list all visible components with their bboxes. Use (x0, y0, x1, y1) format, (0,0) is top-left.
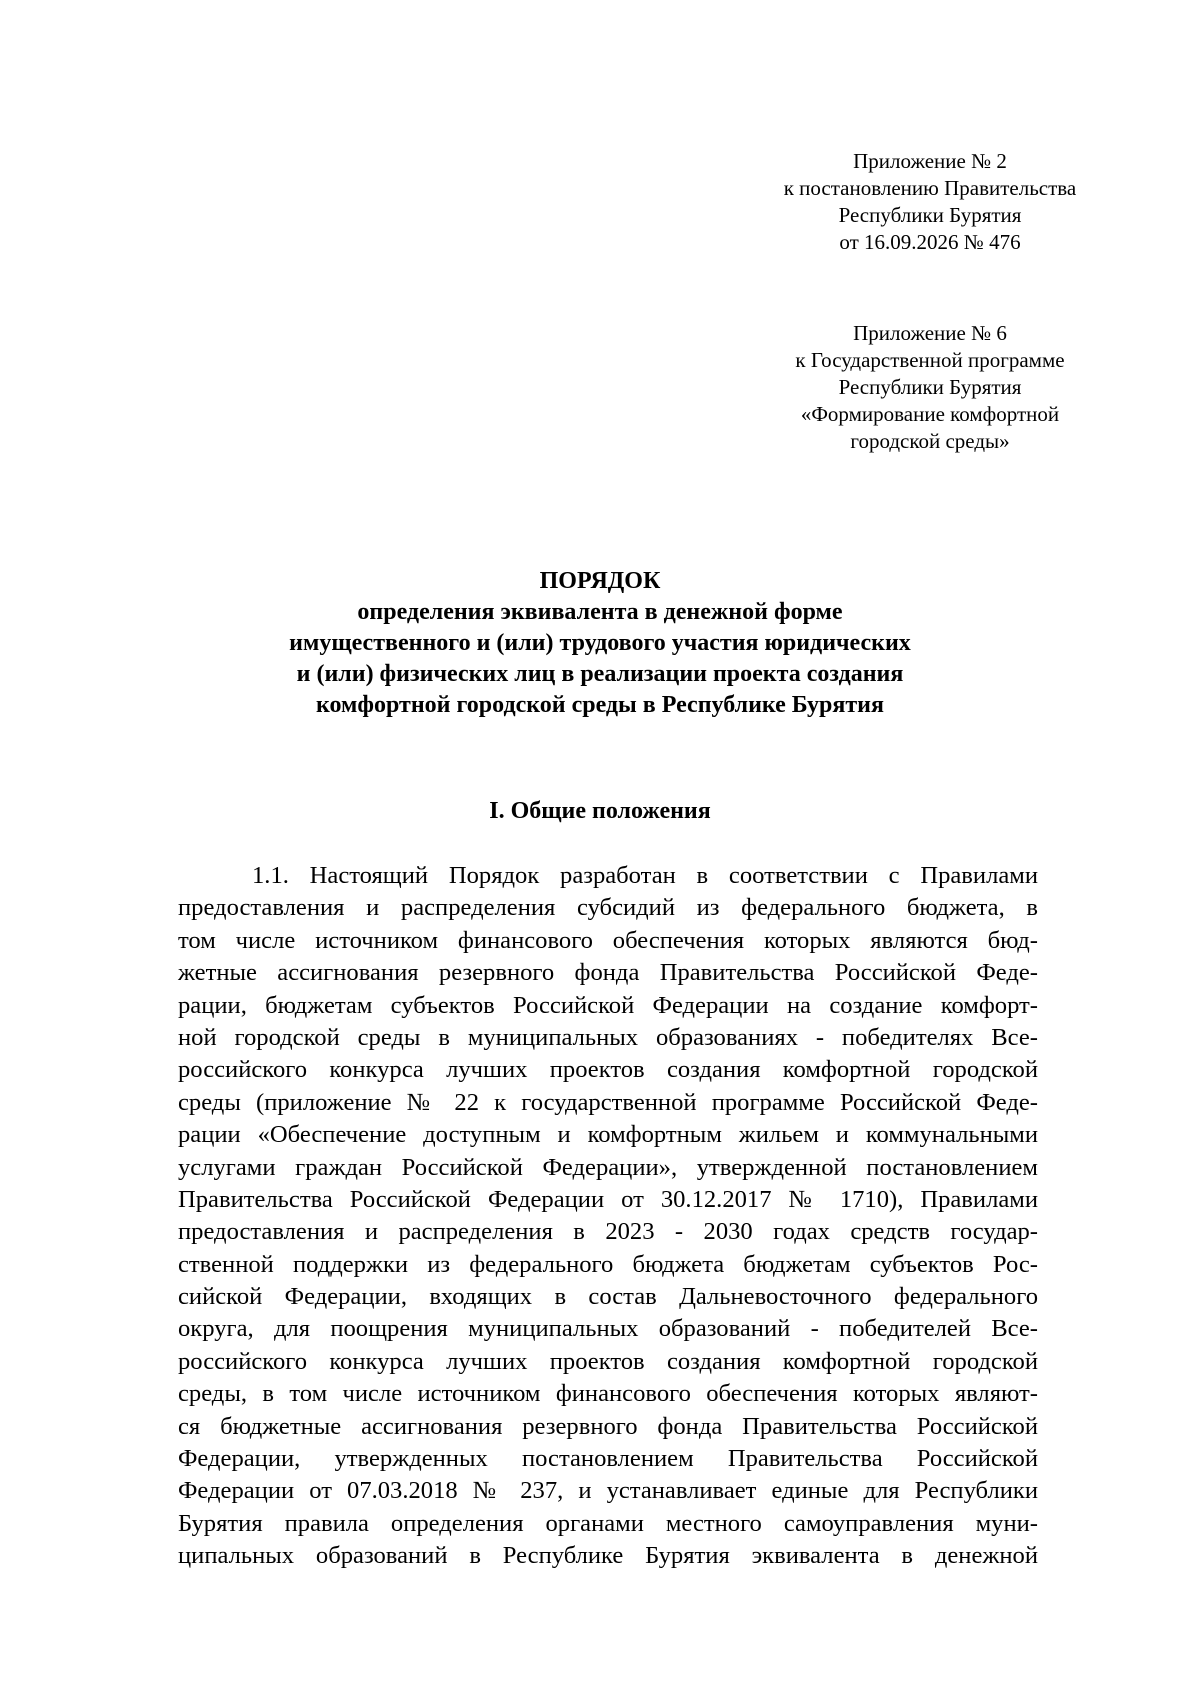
paragraph-line: услугами граждан Российской Федерации», утвержденной постановлением (178, 1153, 1038, 1181)
paragraph-line: Федерации от 07.03.2018 № 237, и устанавливает единые для Республики (178, 1477, 1038, 1505)
paragraph-line: российского конкурса лучших проектов создания комфортной городской (178, 1056, 1038, 1084)
paragraph-line: рации, бюджетам субъектов Российской Федерации на создание комфорт- (178, 991, 1038, 1019)
paragraph-line: том числе источником финансового обеспечения которых являются бюд- (178, 926, 1038, 954)
annex-line: Республики Бурятия (838, 203, 1022, 227)
paragraph-line: предоставления и распределения субсидий из федерального бюджета, в (178, 894, 1038, 922)
paragraph-line: Правительства Российской Федерации от 30.12.2017 № 1710), Правилами (178, 1185, 1038, 1213)
paragraph-line: российского конкурса лучших проектов создания комфортной городской (178, 1347, 1038, 1375)
annex-line: «Формирование комфортной (800, 402, 1060, 426)
paragraph-line: округа, для поощрения муниципальных образований - победителей Все- (178, 1315, 1038, 1343)
title-line: имущественного и (или) трудового участия юридических (289, 630, 911, 656)
paragraph-line: ной городской среды в муниципальных образованиях - победителях Все- (178, 1023, 1038, 1051)
annex-6-reference-block (760, 320, 1100, 455)
annex-line: Приложение № 6 (853, 321, 1007, 345)
paragraph-line: ся бюджетные ассигнования резервного фонда Правительства Российской (178, 1412, 1038, 1440)
annex-line: Республики Бурятия (838, 375, 1022, 399)
paragraph-line: ственной поддержки из федерального бюджета бюджетам субъектов Рос- (178, 1250, 1038, 1278)
paragraph-line: жетные ассигнования резервного фонда Правительства Российской Феде- (178, 959, 1038, 987)
paragraph-line: предоставления и распределения в 2023 - 2030 годах средств государ- (178, 1218, 1038, 1246)
annex-line: к Государственной программе (795, 348, 1065, 372)
annex-line: от 16.09.2026 № 476 (839, 230, 1021, 254)
title-line: комфортной городской среды в Республике Бурятия (316, 692, 884, 718)
paragraph-line: сийской Федерации, входящих в состав Дальневосточного федерального (178, 1283, 1038, 1311)
paragraph-line: среды (приложение № 22 к государственной программе Российской Феде- (178, 1088, 1038, 1116)
title-line: определения эквивалента в денежной форме (357, 599, 843, 625)
paragraph-line: рации «Обеспечение доступным и комфортным жильем и коммунальными (178, 1121, 1038, 1149)
paragraph-line: 1.1. Настоящий Порядок разработан в соответствии с Правилами (252, 862, 1038, 889)
annex-line: Приложение № 2 (853, 149, 1007, 173)
paragraph-line: ципальных образований в Республике Бурятия эквивалента в денежной (178, 1542, 1038, 1570)
document-title (180, 566, 1020, 721)
title-line: ПОРЯДОК (539, 568, 661, 594)
paragraph-line: Бурятия правила определения органами местного самоуправления муни- (178, 1509, 1038, 1537)
section-paragraph (178, 860, 1038, 1573)
annex-2-reference-block (760, 148, 1100, 256)
paragraph-line: среды, в том числе источником финансового обеспечения которых являют- (178, 1380, 1038, 1408)
annex-line: городской среды» (850, 429, 1010, 453)
annex-line: к постановлению Правительства (783, 176, 1077, 200)
paragraph-line: Федерации, утвержденных постановлением Правительства Российской (178, 1445, 1038, 1473)
section-heading: I. Общие положения (489, 798, 711, 824)
title-line: и (или) физических лиц в реализации проекта создания (296, 661, 904, 687)
